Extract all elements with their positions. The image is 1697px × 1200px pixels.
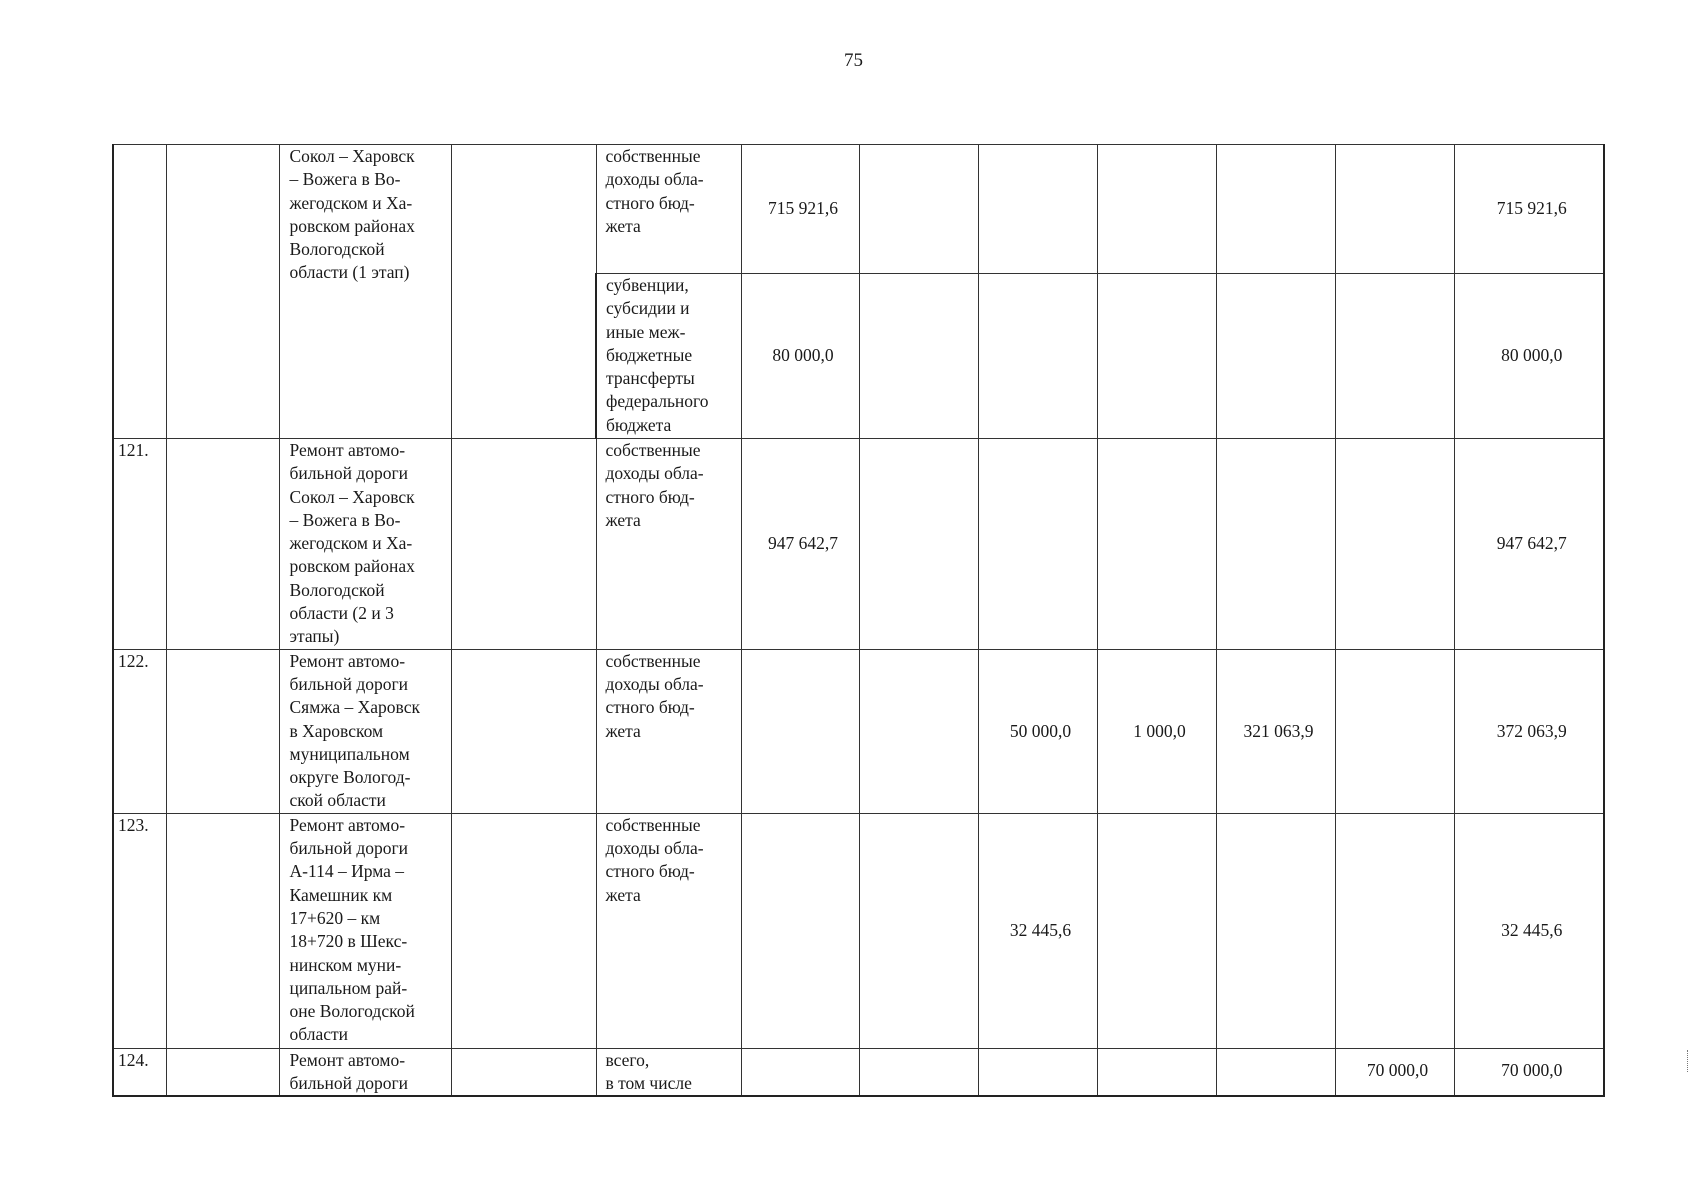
code-cell [166, 145, 279, 439]
table-row [113, 1048, 1604, 1096]
object-name-cell [279, 813, 451, 1048]
object-name-line: оне Вологодской [289, 1001, 415, 1022]
amount-cell [1454, 439, 1604, 650]
funding-source-line: стного бюд- [605, 697, 695, 718]
amount-cell [1335, 274, 1454, 439]
funding-source-line: жета [605, 215, 641, 236]
empty-cell [451, 813, 596, 1048]
funding-source-cell [596, 439, 741, 650]
amount-value: 70 000,0 [1501, 1059, 1563, 1080]
funding-source-line: всего, [605, 1049, 650, 1070]
object-name-line: бильной дороги [289, 673, 409, 694]
object-name-cell [279, 145, 451, 439]
funding-source-cell [596, 649, 741, 813]
amount-cell [1216, 649, 1335, 813]
row-number [113, 813, 166, 1048]
funding-source-line: жета [605, 720, 641, 741]
object-name-line: жегодском и Ха- [289, 533, 413, 554]
funding-source-cell [596, 274, 741, 439]
amount-value: 715 921,6 [768, 198, 838, 219]
object-name-line: Сокол – Харовск [289, 486, 415, 507]
object-name-line: Ремонт автомо- [289, 440, 406, 460]
amount-value: 80 000,0 [1501, 345, 1563, 366]
funding-source-line: собственные [605, 440, 701, 460]
amount-cell [978, 649, 1097, 813]
code-cell [166, 1048, 279, 1096]
funding-source-line: доходы обла- [605, 463, 704, 484]
funding-source-line: субвенции, [606, 275, 689, 295]
row-number [113, 145, 166, 439]
code-cell [166, 439, 279, 650]
funding-source-line: жета [605, 884, 641, 905]
funding-source-line: федерального [606, 391, 709, 412]
object-name-line: А-114 – Ирма – [289, 861, 405, 882]
amount-cell [1216, 274, 1335, 439]
funding-source-line: собственные [605, 814, 701, 835]
object-name-line: муниципальном [289, 743, 410, 764]
funding-source-line: собственные [605, 146, 701, 166]
empty-cell [451, 439, 596, 650]
object-name-line: жегодском и Ха- [289, 192, 413, 213]
object-name-line: этапы) [289, 626, 340, 647]
amount-cell [741, 813, 859, 1048]
object-name-line: Ремонт автомо- [289, 1049, 406, 1070]
object-name-line: бильной дороги [289, 1073, 409, 1094]
amount-cell [741, 1048, 859, 1096]
table-row [113, 649, 1604, 813]
object-name-cell [279, 649, 451, 813]
object-name-line: бильной дороги [289, 463, 409, 484]
amount-cell [1216, 439, 1335, 650]
amount-value: 32 445,6 [1501, 920, 1563, 941]
amount-value: 1 000,0 [1133, 720, 1186, 741]
funding-source-line: бюджетные [606, 344, 693, 365]
funding-source-line: стного бюд- [605, 192, 695, 213]
amount-cell [978, 274, 1097, 439]
object-name-line: округе Вологод- [289, 767, 411, 788]
amount-cell [1216, 813, 1335, 1048]
empty-cell [451, 145, 596, 439]
amount-cell [1097, 274, 1216, 439]
amount-value: 321 063,9 [1243, 720, 1314, 741]
object-name-line: – Вожега в Во- [289, 169, 401, 190]
amount-cell [859, 813, 978, 1048]
scan-edge-mark [1687, 1050, 1691, 1072]
object-name-line: ской области [289, 790, 386, 811]
object-name-line: области (1 этап) [289, 262, 410, 283]
amount-cell [1454, 145, 1604, 274]
funding-source-line: жета [605, 509, 641, 530]
amount-cell [1454, 274, 1604, 439]
row-number-text: 121. [118, 440, 149, 460]
object-name-line: Сямжа – Харовск [289, 697, 420, 718]
amount-cell [1335, 649, 1454, 813]
budget-table [112, 144, 1605, 1097]
object-name-line: Камешник км [289, 884, 393, 905]
amount-cell [859, 649, 978, 813]
object-name-line: ровском районах [289, 556, 415, 577]
amount-value: 32 445,6 [1009, 920, 1072, 941]
row-number [113, 1048, 166, 1096]
funding-source-line: стного бюд- [605, 861, 695, 882]
amount-cell [859, 145, 978, 274]
object-name-line: Ремонт автомо- [289, 814, 406, 835]
object-name-line: 18+720 в Шекс- [289, 931, 408, 952]
table-row [113, 813, 1604, 1048]
funding-source-cell [596, 145, 741, 274]
funding-source-line: доходы обла- [605, 838, 704, 859]
object-name-line: Сокол – Харовск [289, 146, 415, 166]
amount-cell [1335, 145, 1454, 274]
amount-cell [859, 439, 978, 650]
amount-value: 947 642,7 [768, 533, 838, 554]
amount-cell [1335, 1048, 1454, 1096]
amount-value: 947 642,7 [1496, 533, 1567, 554]
object-name-line: области (2 и 3 [289, 603, 394, 624]
amount-cell [1216, 1048, 1335, 1096]
amount-cell [1216, 145, 1335, 274]
object-name-line: Ремонт автомо- [289, 650, 406, 671]
amount-cell [1097, 1048, 1216, 1096]
page-number: 75 [844, 50, 863, 71]
amount-cell [1335, 813, 1454, 1048]
empty-cell [451, 1048, 596, 1096]
funding-source-line: доходы обла- [605, 673, 704, 694]
amount-cell [1335, 439, 1454, 650]
row-number [113, 439, 166, 650]
amount-value: 70 000,0 [1366, 1059, 1429, 1080]
object-name-line: бильной дороги [289, 838, 409, 859]
funding-source-line: в том числе [605, 1073, 692, 1094]
amount-value: 372 063,9 [1496, 720, 1567, 741]
funding-source-line: бюджета [606, 414, 672, 435]
amount-cell [1097, 439, 1216, 650]
object-name-line: Вологодской [289, 579, 385, 600]
amount-cell [1097, 145, 1216, 274]
amount-cell [741, 274, 859, 439]
amount-cell [978, 439, 1097, 650]
amount-cell [1454, 649, 1604, 813]
amount-value: 50 000,0 [1009, 720, 1072, 741]
amount-cell [978, 813, 1097, 1048]
row-number-text: 122. [118, 650, 149, 671]
row-number [113, 649, 166, 813]
object-name-line: 17+620 – км [289, 907, 381, 928]
amount-cell [978, 1048, 1097, 1096]
object-name-line: ровском районах [289, 215, 415, 236]
object-name-line: области [289, 1024, 348, 1045]
amount-cell [1097, 649, 1216, 813]
amount-cell [741, 649, 859, 813]
row-number-text: 123. [118, 814, 149, 835]
table-row [113, 439, 1604, 650]
funding-source-line: субсидии и [606, 298, 690, 319]
code-cell [166, 813, 279, 1048]
amount-value: 715 921,6 [1496, 198, 1567, 219]
funding-source-line: стного бюд- [605, 486, 695, 507]
funding-source-line: доходы обла- [605, 169, 704, 190]
object-name-cell [279, 1048, 451, 1096]
funding-source-line: собственные [605, 650, 701, 671]
amount-cell [859, 1048, 978, 1096]
object-name-line: ципальном рай- [289, 977, 408, 998]
object-name-line: Вологодской [289, 239, 385, 260]
code-cell [166, 649, 279, 813]
object-name-cell [279, 439, 451, 650]
object-name-line: нинском муни- [289, 954, 402, 975]
funding-source-cell [596, 813, 741, 1048]
funding-source-line: трансферты [606, 368, 695, 389]
object-name-line: в Харовском [289, 720, 384, 741]
row-number-text: 124. [118, 1049, 149, 1070]
funding-source-line: иные меж- [606, 321, 686, 342]
empty-cell [451, 649, 596, 813]
funding-source-cell [596, 1048, 741, 1096]
amount-cell [1454, 813, 1604, 1048]
amount-cell [1097, 813, 1216, 1048]
object-name-line: – Вожега в Во- [289, 509, 401, 530]
amount-cell [741, 145, 859, 274]
amount-cell [859, 274, 978, 439]
amount-cell [741, 439, 859, 650]
amount-value: 80 000,0 [772, 345, 834, 366]
amount-cell [978, 145, 1097, 274]
table-row [113, 145, 1604, 274]
amount-cell [1454, 1048, 1604, 1096]
